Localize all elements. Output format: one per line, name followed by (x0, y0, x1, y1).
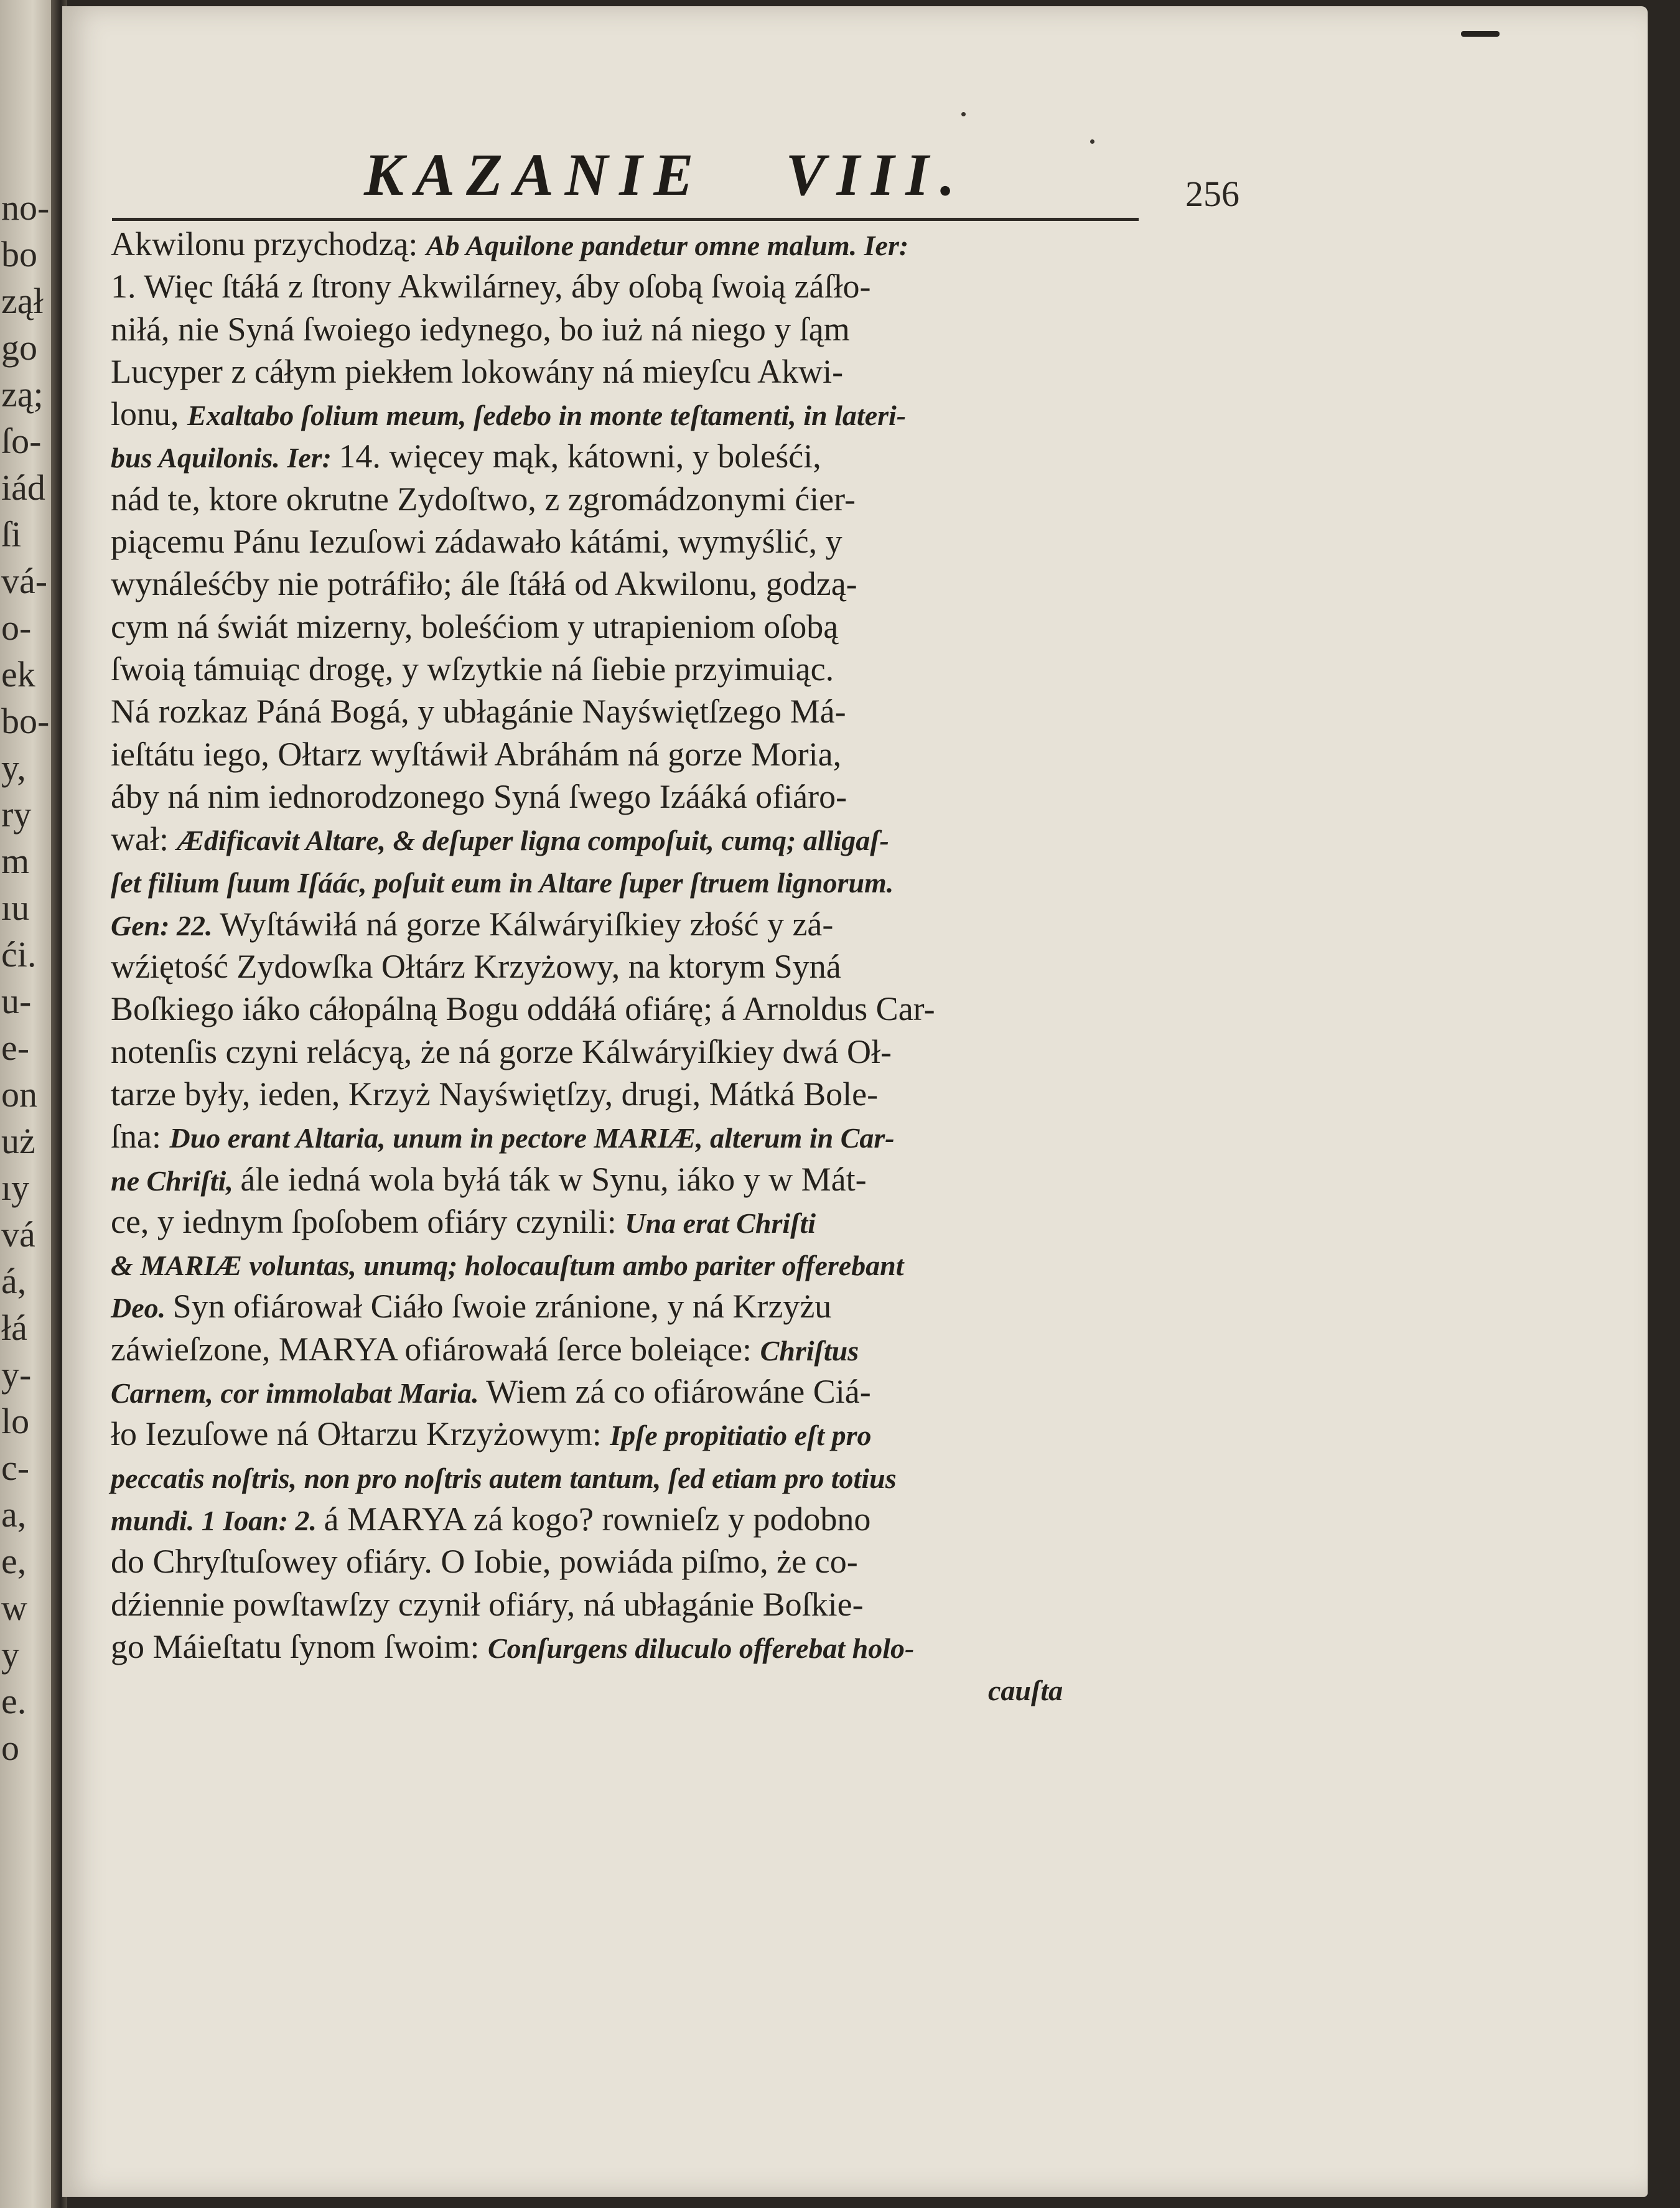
text-line (111, 1158, 1137, 1200)
polish-text: Akwilonu przychodzą: (111, 225, 426, 263)
margin-fragment: y, (1, 747, 26, 788)
polish-text: ce, y iednym ſpoſobem ofiáry czynili: (111, 1202, 625, 1240)
polish-text: lonu, (111, 395, 188, 433)
margin-fragment: bo (1, 234, 37, 274)
latin-quotation: cauſta (988, 1675, 1063, 1707)
margin-fragment: no- (1, 187, 50, 228)
margin-fragment: y- (1, 1354, 32, 1395)
sermon-text (111, 223, 1137, 1710)
polish-text: wźiętość Zydowſka Ołtárz Krzyżowy, na ktorym Syná (111, 948, 841, 986)
text-line (111, 308, 1137, 350)
polish-text: go Máieſtatu ſynom ſwoim: (111, 1627, 488, 1665)
text-line (111, 1540, 1137, 1583)
text-line (111, 265, 1137, 307)
polish-text: ieſtátu iego, Ołtarz wyſtáwił Abráhám ná gorze Moria, (111, 735, 842, 773)
text-line (111, 563, 1137, 605)
margin-fragment: ıy (1, 1167, 30, 1208)
text-line (111, 1498, 1137, 1540)
text-line (111, 520, 1137, 563)
text-line (111, 1370, 1137, 1413)
margin-fragment: ſo- (1, 421, 42, 461)
polish-text: notenſis czyni relácyą, że ná gorze Kálwáryiſkiey dwá Oł- (111, 1032, 892, 1070)
polish-text: ſwoią támuiąc drogę, y wſzytkie ná ſiebie przyimuiąc. (111, 650, 834, 688)
latin-quotation: peccatis noſtris, non pro noſtris autem tantum, ſed etiam pro totius (111, 1462, 897, 1494)
margin-fragment: u- (1, 981, 32, 1021)
latin-quotation: ſet filium ſuum Iſáác, poſuit eum in Altare ſuper ſtruem lignorum. (111, 867, 894, 899)
text-line (111, 648, 1137, 690)
header-title: KAZANIE (364, 141, 705, 208)
text-line (111, 818, 1137, 860)
margin-fragment: á, (1, 1261, 27, 1301)
margin-fragment: ek (1, 654, 35, 695)
latin-quotation: Ædificavit Altare, & deſuper ligna compoſuit, cumq; alligaſ- (177, 825, 889, 857)
margin-fragment: o (1, 1728, 19, 1768)
text-line (111, 1243, 1137, 1285)
ink-mark (1461, 31, 1500, 37)
text-line (111, 606, 1137, 648)
latin-quotation: Ipſe propitiatio eſt pro (610, 1420, 872, 1452)
polish-text: ále iedná wola byłá ták w Synu, iáko y w Mát- (240, 1160, 867, 1198)
latin-quotation: Deo. (111, 1292, 173, 1324)
margin-fragment: ći. (1, 934, 37, 975)
polish-text: niłá, nie Syná ſwoiego iedynego, bo iuż ná niego y ſąm (111, 310, 850, 348)
polish-text: Boſkiego iáko cáłopálną Bogu oddáłá ofiárę; á Arnoldus Car- (111, 990, 935, 1028)
polish-text: piącemu Pánu Iezuſowi zádawało kátámi, wymyślić, y (111, 523, 842, 561)
latin-quotation: Duo erant Altaria, unum in pectore MARIÆ, alterum in Car- (169, 1122, 895, 1154)
margin-fragment: vá (1, 1214, 35, 1255)
polish-text: á MARYA zá kogo? rownieſz y podobno (324, 1500, 871, 1538)
text-line (111, 435, 1137, 477)
margin-fragment: zą; (1, 374, 44, 414)
margin-fragment: o- (1, 607, 32, 648)
header-numeral: VIII. (785, 141, 966, 208)
text-line (111, 1626, 1137, 1668)
margin-fragment: w (1, 1588, 27, 1628)
polish-text: wał: (111, 820, 177, 858)
margin-fragment: e. (1, 1681, 27, 1721)
latin-quotation: Exaltabo ſolium meum, ſedebo in monte teſtamenti, in lateri- (187, 400, 907, 432)
header-rule (112, 218, 1139, 221)
text-line (111, 1456, 1137, 1498)
text-line (111, 350, 1137, 393)
polish-text: do Chryſtuſowey ofiáry. O Iobie, powiáda piſmo, że co- (111, 1543, 858, 1581)
text-line (111, 1073, 1137, 1115)
polish-text: Ná rozkaz Páná Bogá, y ubłagánie Nayświętſzego Má- (111, 693, 846, 731)
polish-text: 14. więcey mąk, kátowni, y boleśći, (338, 437, 821, 475)
text-line (111, 1413, 1137, 1455)
margin-fragment: c- (1, 1448, 30, 1488)
margin-fragment: lo (1, 1401, 30, 1441)
latin-quotation: Gen: 22. (111, 909, 220, 942)
margin-fragment: iád (1, 467, 45, 508)
polish-text: Lucyper z cáłym piekłem lokowány ná mieyſcu Akwi- (111, 352, 844, 390)
polish-text: Wyſtáwiłá ná gorze Kálwáryiſkiey złość y zá- (220, 905, 834, 943)
text-line (111, 478, 1137, 520)
polish-text: dźiennie powſtawſzy czynił ofiáry, ná ubłagánie Boſkie- (111, 1585, 864, 1623)
latin-quotation: Una erat Chriſti (625, 1207, 816, 1239)
ink-speck (1090, 139, 1094, 144)
text-line (111, 393, 1137, 435)
polish-text: wynáleśćby nie potráfiło; ále ſtáłá od Akwilonu, godzą- (111, 565, 857, 603)
latin-quotation: mundi. 1 Ioan: 2. (111, 1504, 324, 1537)
margin-fragment: vá- (1, 561, 48, 601)
polish-text: ło Iezuſowe ná Ołtarzu Krzyżowym: (111, 1415, 610, 1453)
polish-text: áby ná nim iednorodzonego Syná ſwego Izááká ofiáro- (111, 777, 847, 815)
latin-quotation: bus Aquilonis. Ier: (111, 442, 339, 474)
polish-text: tarze były, ieden, Krzyż Nayświętſzy, drugi, Mátká Bole- (111, 1075, 879, 1113)
polish-text: záwieſzone, MARYA ofiárowałá ſerce boleiące: (111, 1330, 760, 1368)
margin-fragment: e, (1, 1541, 27, 1581)
margin-fragment: ıu (1, 887, 30, 928)
polish-text: ſna: (111, 1118, 170, 1156)
polish-text: Wiem zá co ofiárowáne Ciá- (486, 1373, 871, 1411)
text-line (111, 1668, 1137, 1710)
margin-fragment: łá (1, 1307, 27, 1348)
latin-quotation: Carnem, cor immolabat Maria. (111, 1377, 487, 1410)
margin-fragment: ry (1, 794, 32, 835)
text-line (111, 988, 1137, 1030)
margin-fragment: y (1, 1634, 19, 1675)
text-line (111, 1583, 1137, 1626)
margin-fragment: zął (1, 281, 44, 321)
latin-quotation: Chriſtus (760, 1334, 859, 1367)
text-line (111, 733, 1137, 775)
margin-fragment: ſi (1, 514, 22, 554)
latin-quotation: Ab Aquilone pandetur omne malum. Ier: (426, 230, 909, 261)
latin-quotation: Conſurgens diluculo offerebat holo- (487, 1632, 915, 1664)
text-line (111, 860, 1137, 902)
text-line (111, 1115, 1137, 1158)
running-header (364, 140, 966, 209)
text-line (111, 903, 1137, 945)
text-line (111, 775, 1137, 818)
polish-text: 1. Więc ſtáłá z ſtrony Akwilárney, áby oſobą ſwoią záſło- (111, 268, 871, 306)
ink-speck (961, 112, 966, 116)
margin-fragment: bo- (1, 701, 50, 741)
text-line (111, 223, 1137, 265)
page-number: 256 (1185, 174, 1239, 214)
margin-fragment: e- (1, 1027, 30, 1068)
margin-fragment: on (1, 1074, 37, 1115)
latin-quotation: & MARIÆ voluntas, unumq; holocauſtum ambo pariter offerebant (111, 1250, 904, 1282)
margin-fragment: uż (1, 1121, 35, 1161)
text-line (111, 1200, 1137, 1243)
text-line (111, 1031, 1137, 1073)
margin-fragment: m (1, 841, 30, 881)
polish-text: nád te, ktore okrutne Zydoſtwo, z zgromádzonymi ćier- (111, 480, 856, 518)
text-line (111, 1285, 1137, 1327)
margin-fragment: a, (1, 1494, 27, 1535)
polish-text: cym ná świát mizerny, boleśćiom y utrapieniom oſobą (111, 607, 839, 645)
polish-text: Syn ofiárował Ciáło ſwoie zránione, y ná Krzyżu (172, 1288, 832, 1326)
text-line (111, 1328, 1137, 1370)
text-line (111, 690, 1137, 732)
latin-quotation: ne Chriſti, (111, 1164, 241, 1197)
text-line (111, 945, 1137, 988)
margin-fragment: go (1, 327, 37, 368)
